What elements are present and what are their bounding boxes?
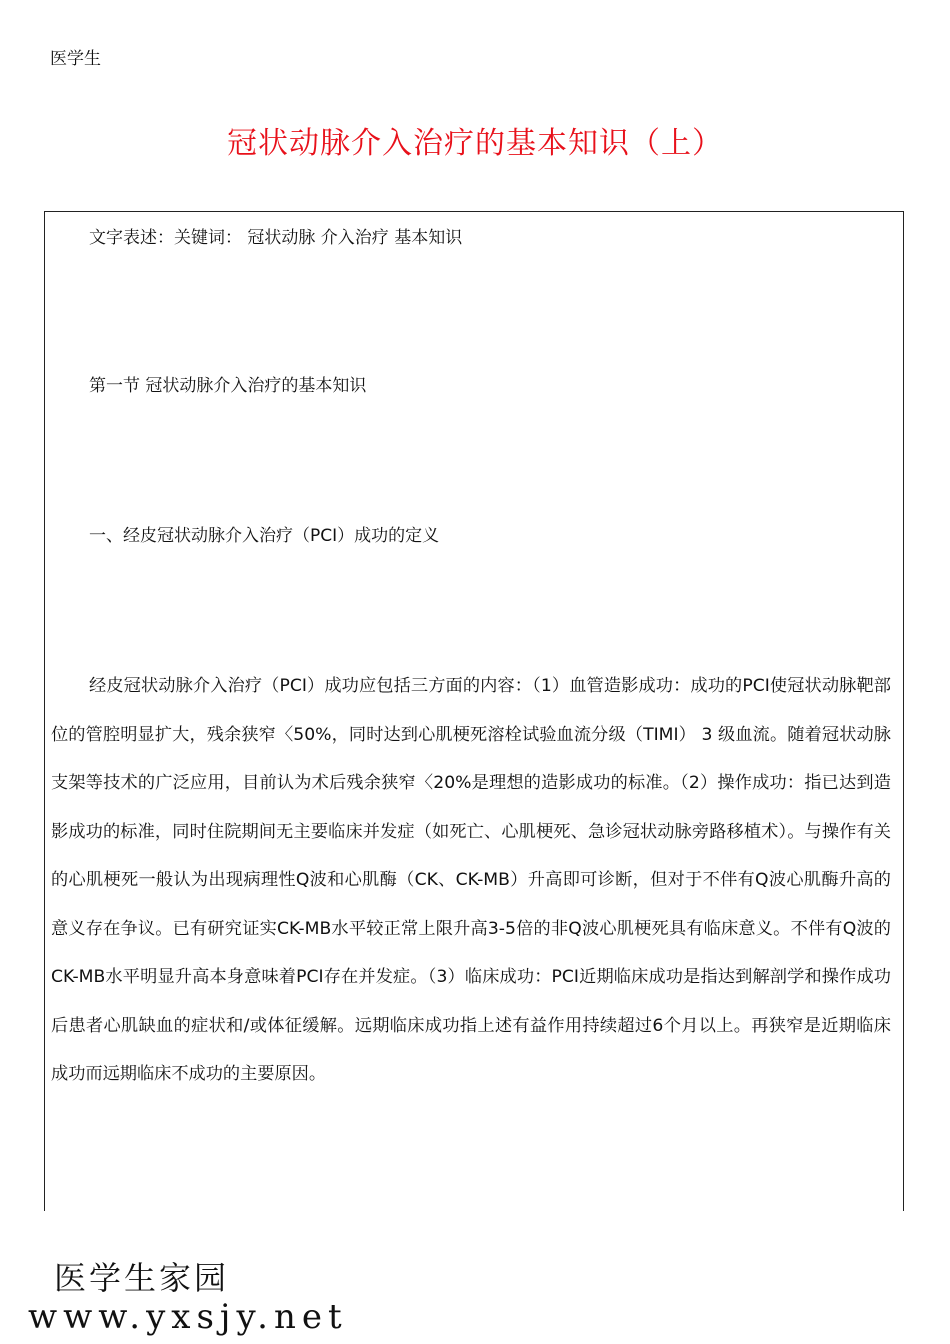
document-title: 冠状动脉介入治疗的基本知识（上） <box>227 126 723 161</box>
footer-site-url[interactable]: www.yxsjy.net <box>28 1297 348 1337</box>
subsection-heading: 一、经皮冠状动脉介入治疗（PCI）成功的定义 <box>89 526 440 546</box>
footer-site-name: 医学生家园 <box>54 1259 230 1297</box>
body-paragraph: 经皮冠状动脉介入治疗（PCI）成功应包括三方面的内容：（1）血管造影成功：成功的PCI使冠状动脉靶部位的管腔明显扩大，残余狭窄〈50%，同时达到心肌梗死溶栓试验血流分级（TIMI） 3 级血流。随着冠状动脉支架等技术的广泛应用，目前认为术后残余狭窄〈20%是理想的造影成功的标准。（2）操作成功：指已达到造影成功的标准，同时住院期间无主要临床并发症（如死亡、心肌梗死、急诊冠状动脉旁路移植术）。与操作有关的心肌梗死一般认为出现病理性Q波和心肌酶（CK、CK-MB）升高即可诊断，但对于不伴有Q波心肌酶升高的意义存在争议。已有研究证实CK-MB水平较正常上限升高3-5倍的非Q波心肌梗死具有临床意义。不伴有Q波的CK-MB水平明显升高本身意味着PCI存在并发症。（3）临床成功：PCI近期临床成功是指达到解剖学和操作成功后患者心肌缺血的症状和/或体征缓解。远期临床成功指上述有益作用持续超过6个月以上。再狭窄是近期临床成功而远期临床不成功的主要原因。 <box>51 676 891 1084</box>
section-heading: 第一节 冠状动脉介入治疗的基本知识 <box>89 376 367 396</box>
content-box <box>44 211 904 1211</box>
header-label: 医学生 <box>50 49 101 69</box>
keywords-line: 文字表述：关键词： 冠状动脉 介入治疗 基本知识 <box>89 228 463 248</box>
